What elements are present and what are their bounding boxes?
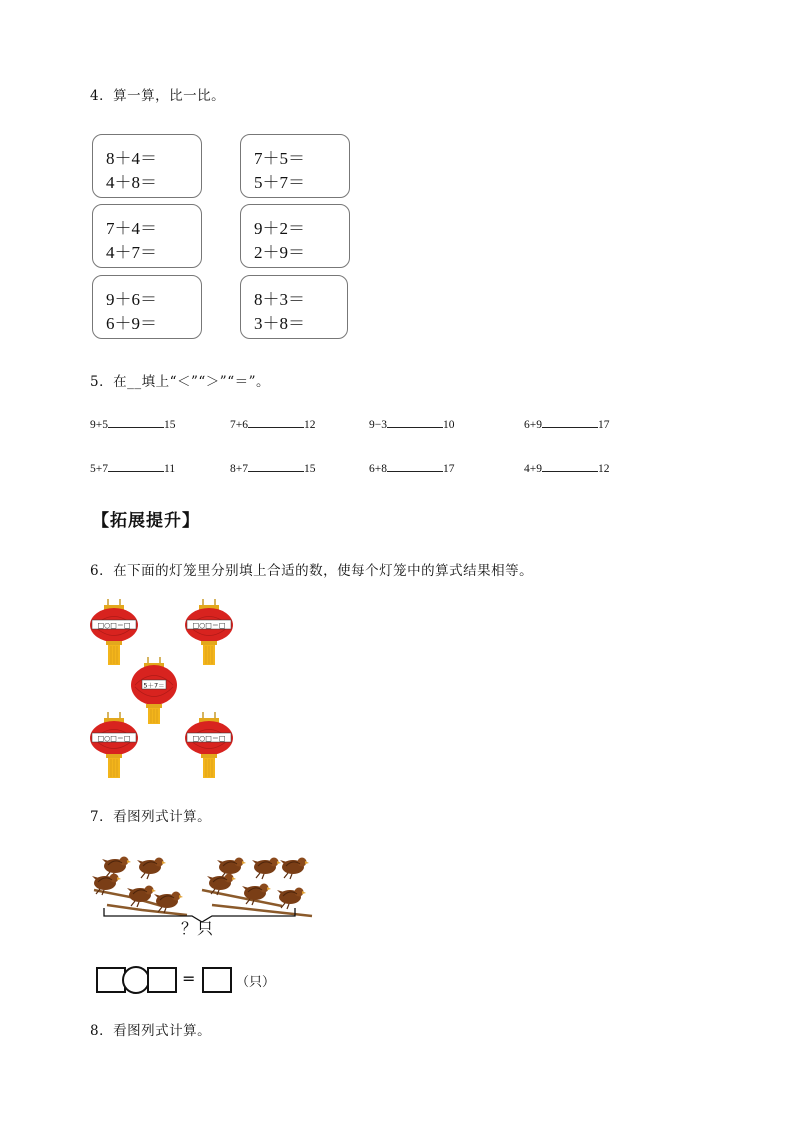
- equation: 9＋2＝: [254, 219, 305, 238]
- lantern-equation[interactable]: □○□＝□: [97, 621, 131, 630]
- equation: 4＋8＝: [106, 173, 157, 192]
- compare-left: 9−3: [369, 419, 387, 431]
- q4-box-2: [240, 134, 350, 198]
- answer-blank[interactable]: [542, 461, 598, 472]
- bird-icon: [154, 892, 183, 914]
- equals-sign: =: [182, 969, 196, 988]
- lantern-equation: 5＋7＝: [143, 681, 165, 690]
- section-heading: 【拓展提升】: [92, 511, 200, 531]
- answer-blank[interactable]: [108, 461, 164, 472]
- q4-box-5: [92, 275, 202, 339]
- q7-title: 7．看图列式计算。: [90, 809, 212, 825]
- equation: 7＋4＝: [106, 219, 157, 238]
- equation: 5＋7＝: [254, 173, 305, 192]
- compare-item: [524, 417, 610, 431]
- compare-left: 8+7: [230, 463, 248, 475]
- compare-left: 6+9: [524, 419, 542, 431]
- bird-icon: [252, 858, 281, 880]
- q8-title: 8．看图列式计算。: [90, 1023, 212, 1039]
- answer-blank[interactable]: [542, 417, 598, 428]
- answer-box[interactable]: [147, 967, 177, 993]
- answer-blank[interactable]: [248, 461, 304, 472]
- lantern-top-right: [184, 598, 234, 668]
- equation: 7＋5＝: [254, 149, 305, 168]
- compare-right: 12: [304, 419, 316, 431]
- equation: 6＋9＝: [106, 314, 157, 333]
- compare-right: 17: [443, 463, 455, 475]
- compare-item: [369, 461, 455, 475]
- compare-right: 15: [304, 463, 316, 475]
- compare-item: [524, 461, 610, 475]
- compare-right: 12: [598, 463, 610, 475]
- equation: 4＋7＝: [106, 243, 157, 262]
- compare-right: 11: [164, 463, 176, 475]
- q4-box-4: [240, 204, 350, 268]
- lantern-bottom-right: [184, 711, 234, 781]
- bird-icon: [280, 858, 309, 880]
- equation: 2＋9＝: [254, 243, 305, 262]
- compare-right: 17: [598, 419, 610, 431]
- lantern-equation[interactable]: □○□＝□: [97, 734, 131, 743]
- compare-right: 15: [164, 419, 176, 431]
- compare-left: 4+9: [524, 463, 542, 475]
- q5-title: 5．在__填上“＜”“＞”“＝”。: [90, 374, 270, 390]
- compare-item: [90, 417, 176, 431]
- compare-item: [369, 417, 455, 431]
- q4-box-6: [240, 275, 348, 339]
- answer-blank[interactable]: [387, 461, 443, 472]
- answer-blank[interactable]: [248, 417, 304, 428]
- compare-left: 9+5: [90, 419, 108, 431]
- compare-item: [230, 461, 316, 475]
- compare-left: 5+7: [90, 463, 108, 475]
- unit-label: （只）: [236, 975, 276, 990]
- lantern-bottom-left: [89, 711, 139, 781]
- lantern-equation[interactable]: □○□＝□: [192, 621, 226, 630]
- bird-icon: [137, 858, 166, 880]
- q4-title: 4．算一算，比一比。: [90, 88, 226, 104]
- equation: 8＋3＝: [254, 290, 305, 309]
- equation: 8＋4＝: [106, 149, 157, 168]
- answer-box[interactable]: [202, 967, 232, 993]
- q4-box-3: [92, 204, 202, 268]
- compare-item: [90, 461, 175, 475]
- brace-label: ？只: [181, 919, 214, 938]
- compare-left: 7+6: [230, 419, 248, 431]
- q4-box-1: [92, 134, 202, 198]
- answer-blank[interactable]: [387, 417, 443, 428]
- equation: 9＋6＝: [106, 290, 157, 309]
- lantern-equation[interactable]: □○□＝□: [192, 734, 226, 743]
- compare-right: 10: [443, 419, 455, 431]
- answer-blank[interactable]: [108, 417, 164, 428]
- compare-left: 6+8: [369, 463, 387, 475]
- operator-circle[interactable]: [122, 966, 150, 994]
- q6-title: 6．在下面的灯笼里分别填上合适的数，使每个灯笼中的算式结果相等。: [90, 563, 534, 579]
- compare-item: [230, 417, 316, 431]
- equation: 3＋8＝: [254, 314, 305, 333]
